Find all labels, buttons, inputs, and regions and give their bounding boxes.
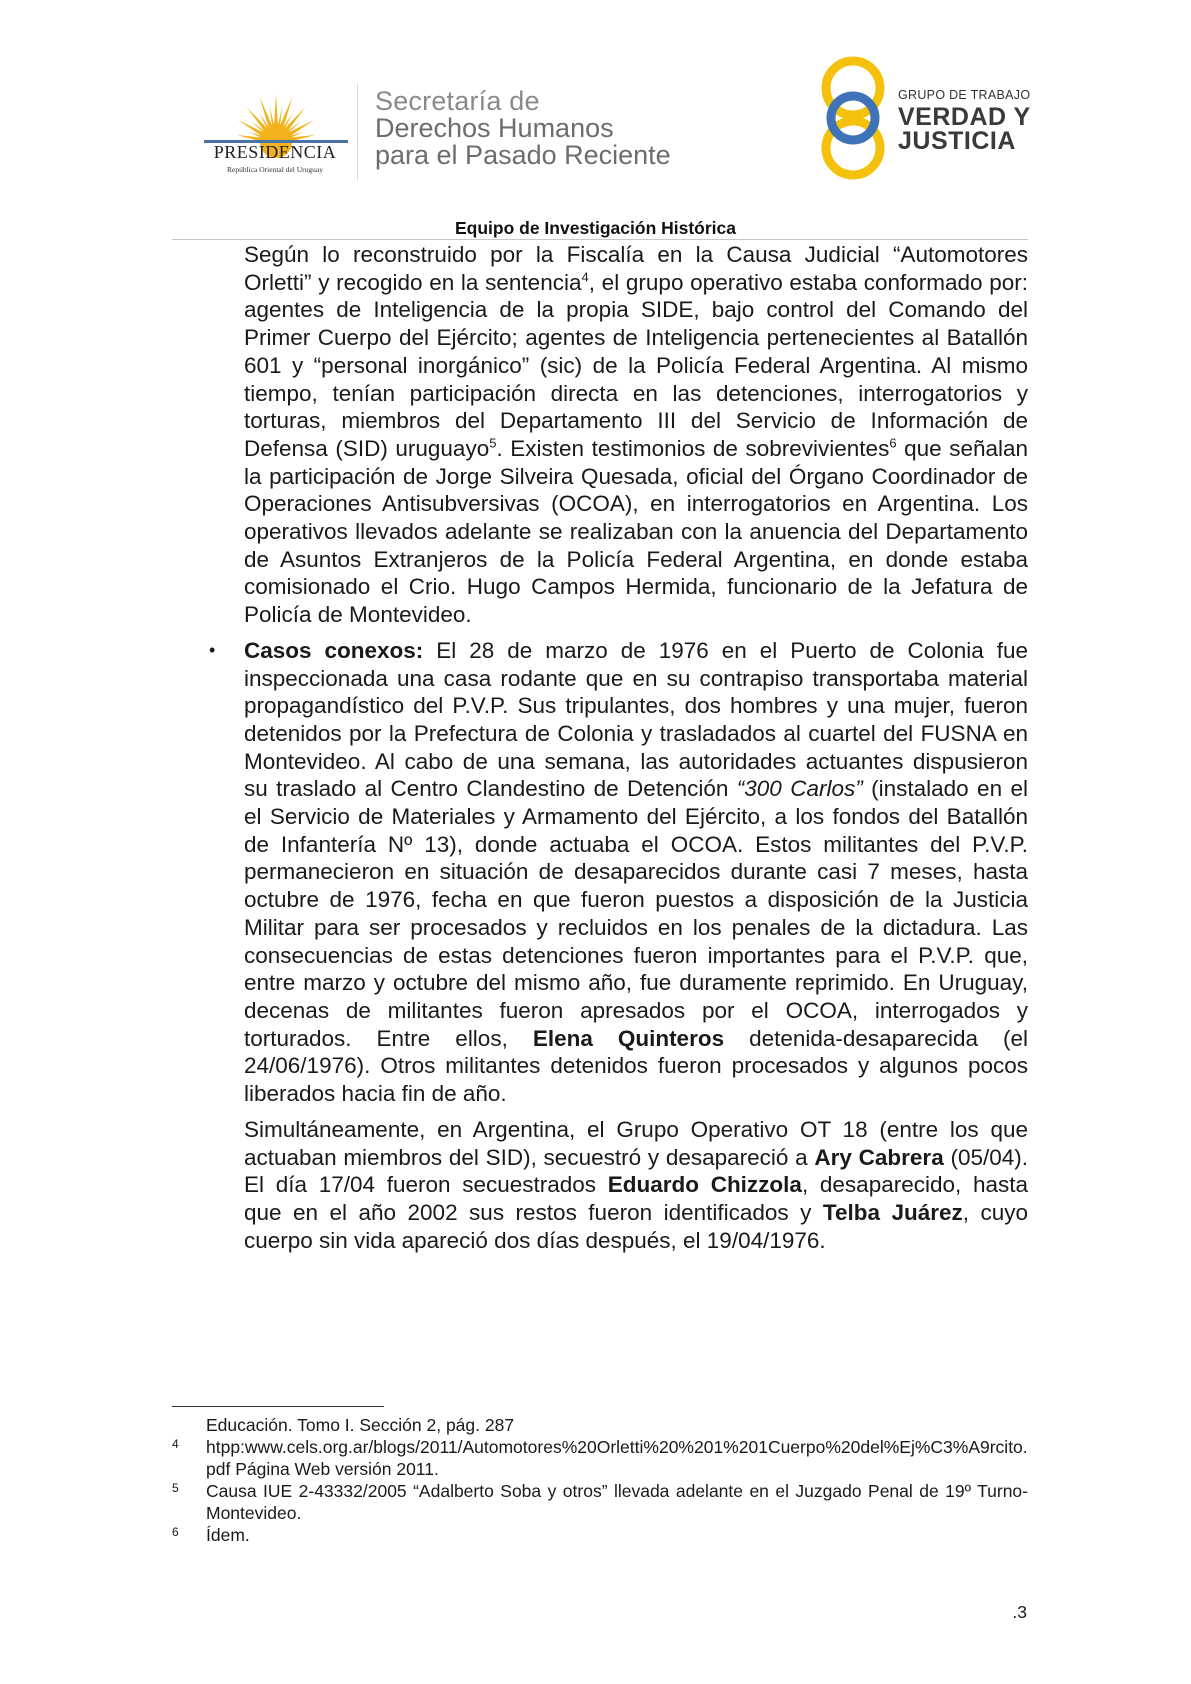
text-run: , cuyo cuerpo sin vida apareció dos días después, el 19/04/1976. (244, 1199, 1029, 1253)
paragraph-simultaneamente (244, 1116, 1028, 1255)
footnote-ref-5[interactable]: 5 (489, 435, 497, 451)
footnote-text: Ídem. (206, 1525, 250, 1545)
text-run: (instalado en el el Servicio de Materiales y Armamento del Ejército, a los fondos del Batallón de Infantería Nº 13), donde actuaba el OCOA. Estos militantes del P.V.P. permanecieron en situación de desaparecidos durante casi 7 meses, hasta octubre de 1976, fecha en que fueron puestos a disposición de la Justicia Militar para ser procesados y recluidos en los penales de la dictadura. Las consecuencias de estas detenciones fueron importantes para el P.V.P. que, entre marzo y octubre del mismo año, fue duramente reprimido. En Uruguay, decenas de militantes fueron apresados por el OCOA, interrogados y torturados. Entre ellos, (244, 776, 1028, 1051)
text-run: (05/04). El día 17/04 fueron secuestrados (244, 1144, 1028, 1198)
footnote-link[interactable]: htpp:www.cels.org.ar/blogs/2011/Automotores%20Orletti%20%201%201Cuerpo%20del%Ej%C3%A9rcito.pdf Página Web versión 2011. (206, 1437, 1028, 1479)
text-run: , desaparecido, hasta que en el año 2002 sus restos fueron identificados y (244, 1172, 1029, 1225)
page-header (0, 0, 1191, 240)
text-run: Simultáneamente, en Argentina, el Grupo Operativo OT 18 (entre los que actuaban miembros del SID), secuestró y desapareció a (244, 1116, 1028, 1170)
header-divider (357, 84, 358, 180)
grupo-title-line-2: JUSTICIA (898, 127, 1016, 155)
footnote-item (172, 1436, 1028, 1480)
presidencia-subtitle: República Oriental del Uruguay (226, 165, 323, 174)
bullet-icon: • (209, 639, 216, 660)
footnote-number: 6 (172, 1525, 179, 1539)
person-name: Ary Cabrera (814, 1144, 944, 1170)
person-name: Elena Quinteros (532, 1025, 725, 1051)
paragraph-orletti (244, 241, 1028, 629)
page-number: .3 (1012, 1602, 1027, 1622)
footnote-item (172, 1524, 1028, 1546)
footnote-item (172, 1480, 1028, 1524)
secretaria-line-3: para el Pasado Reciente (375, 140, 671, 170)
grupo-title-line-1: VERDAD Y (898, 103, 1031, 131)
presidencia-name: PRESIDENCIA (213, 142, 337, 162)
text-run: detenida-desaparecida (el 24/06/1976). Otros militantes detenidos fueron procesados y algunos pocos liberados hacia fin de año. (244, 1025, 1028, 1107)
verdad-justicia-rings-logo-icon (818, 54, 888, 184)
italic-run: “300 Carlos” (736, 776, 863, 802)
spacer (244, 1108, 1028, 1116)
footnotes (172, 1414, 1028, 1546)
footnote-rule (172, 1406, 384, 1407)
grupo-label: GRUPO DE TRABAJO (898, 88, 1031, 102)
footnote-number: 4 (172, 1437, 179, 1451)
text-run: Según lo reconstruido por la Fiscalía en la Causa Judicial “Automotores Orletti” y recogido en la sentencia (244, 242, 1028, 295)
text-run: , el grupo operativo estaba conformado por: agentes de Inteligencia de la propia SIDE, bajo control del Comando del Primer Cuerpo del Ejército; agentes de Inteligencia pertenecientes al Batallón 601 y “personal inorgánico” (sic) de la Policía Federal Argentina. Al mismo tiempo, tenían participación directa en las detenciones, interrogatorios y torturas, miembros del Departamento III del Servicio de Información de Defensa (SID) uruguayo (244, 269, 1028, 461)
footnote-ref-4[interactable]: 4 (581, 269, 589, 285)
secretaria-title (375, 88, 671, 169)
footnote-item (172, 1414, 1028, 1436)
bullet-label: Casos conexos: (244, 637, 424, 663)
footnote-text: Educación. Tomo I. Sección 2, pág. 287 (206, 1415, 515, 1435)
text-run: El 28 de marzo de 1976 en el Puerto de Colonia fue inspeccionada una casa rodante que en su contrapiso transportaba material propagandístico del P.V.P. Sus tripulantes, dos hombres y una mujer, fueron detenidos por la Prefectura de Colonia y trasladados al cuartel del FUSNA en Montevideo. Al cabo de una semana, las autoridades actuantes dispusieron su traslado al Centro Clandestino de Detención (244, 637, 1028, 802)
footnote-number: 5 (172, 1481, 179, 1495)
document-body (209, 241, 1029, 1254)
person-name: Telba Juárez (822, 1199, 963, 1225)
text-run: que señalan la participación de Jorge Silveira Quesada, oficial del Órgano Coordinador de Operaciones Antisubversivas (OCOA), en interrogatorios en Argentina. Los operativos llevados adelante se realizaban con la anuencia del Departamento de Asuntos Extranjeros de la Policía Federal Argentina, en donde estaba comisionado el Crio. Hugo Campos Hermida, funcionario de la Jefatura de Policía de Montevideo. (244, 435, 1029, 628)
person-name: Eduardo Chizzola (607, 1172, 802, 1198)
secretaria-line-2: Derechos Humanos (375, 113, 614, 143)
bullet-casos-conexos (209, 637, 1028, 1108)
secretaria-line-1: Secretaría de (375, 86, 540, 116)
spacer (244, 629, 1028, 637)
footnote-text: Causa IUE 2-43332/2005 “Adalberto Soba y otros” llevada adelante en el Juzgado Penal de 19º Turno-Montevideo. (206, 1481, 1028, 1523)
team-title: Equipo de Investigación Histórica (454, 218, 737, 238)
footnote-ref-6[interactable]: 6 (889, 435, 897, 451)
text-run: . Existen testimonios de sobrevivientes (496, 435, 890, 461)
header-rule (172, 239, 1028, 240)
